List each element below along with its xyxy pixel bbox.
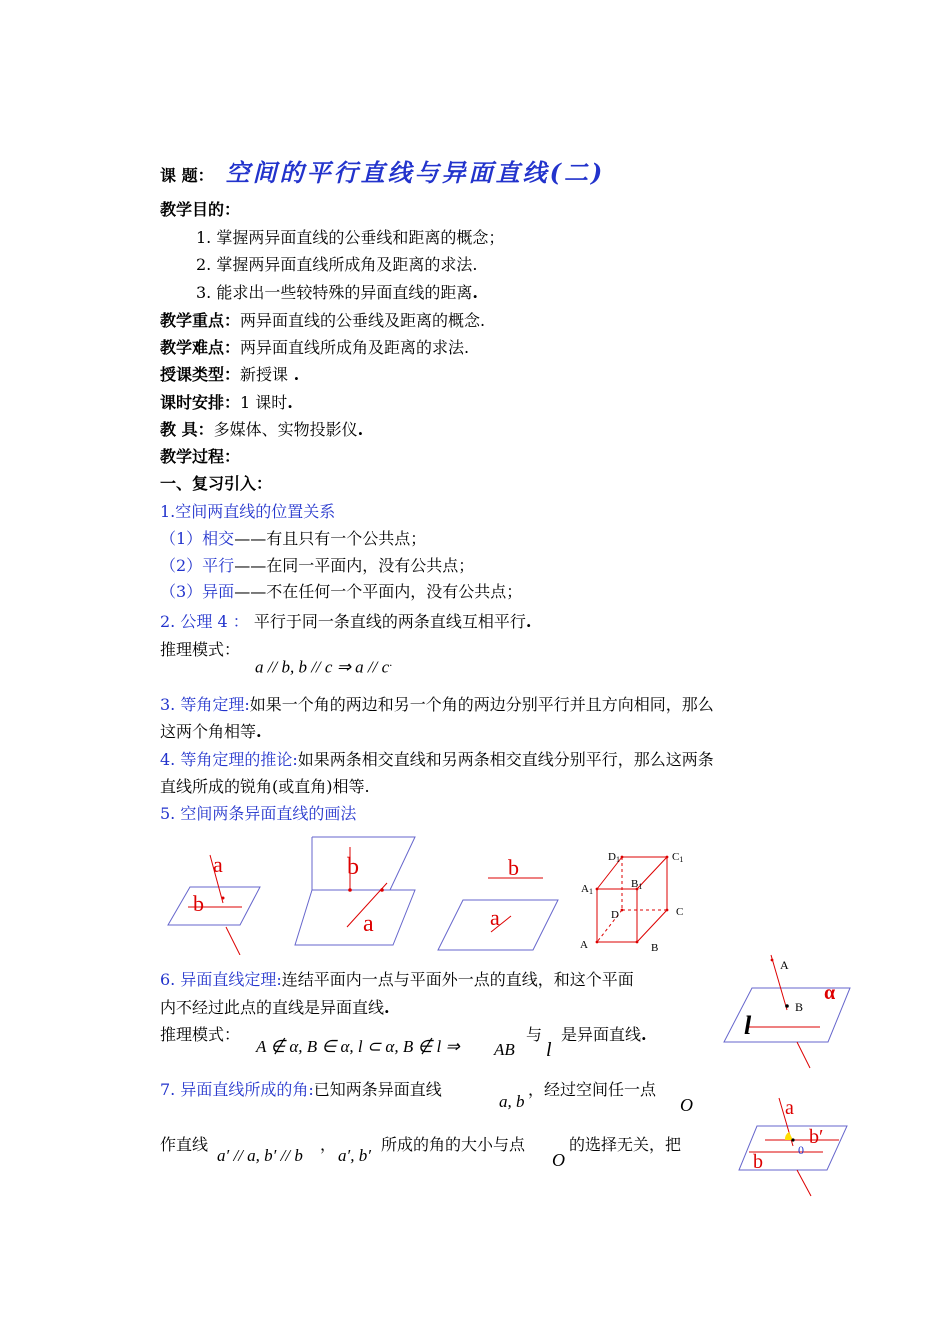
label-b: b — [753, 1151, 763, 1173]
skew-lines-figure-1 — [160, 845, 270, 955]
line-a-lower — [797, 1170, 811, 1196]
label-b: b — [347, 854, 359, 880]
type-text: 新授课 — [240, 365, 289, 384]
objective-item: 2. 掌握两异面直线所成角及距离的求法. — [196, 255, 478, 274]
tools-text: 多媒体、实物投影仪 — [213, 420, 358, 439]
label-C: C — [676, 906, 684, 918]
label-A: A — [580, 939, 588, 951]
section1-heading: 一、复习引入： — [160, 474, 273, 493]
label-A1: A1 — [581, 883, 593, 896]
objectives-heading: 教学目的： — [160, 200, 241, 219]
label-b-prime: b′ — [809, 1126, 824, 1148]
point-A — [771, 959, 774, 962]
relation-row: （3）异面——不在任何一个平面内，没有公共点； — [160, 582, 523, 601]
objective-item: 1. 掌握两异面直线的公垂线和距离的概念； — [196, 228, 505, 247]
angle-marker — [785, 1132, 793, 1140]
relation-row: （2）平行——在同一平面内，没有公共点； — [160, 556, 475, 575]
point-o — [791, 1138, 794, 1141]
label-b: b — [508, 855, 519, 880]
thm3-row2: 这两个角相等. — [160, 722, 262, 741]
label-A: A — [780, 958, 789, 972]
title-label: 课 题： — [160, 166, 214, 185]
label-B1: B1 — [631, 878, 643, 891]
thm6-reasoning-label: 推理模式： — [160, 1025, 241, 1044]
thm3-row: 3. 等角定理:如果一个角的两边和另一个角的两边分别平行并且方向相同，那么 — [160, 695, 714, 714]
thm6-row: 6. 异面直线定理:连结平面内一点与平面外一点的直线，和这个平面 — [160, 970, 634, 989]
thm6-row2: 内不经过此点的直线是异面直线. — [160, 998, 390, 1017]
thm6-formula: A ∉ α, B ∈ α, l ⊂ α, B ∉ l ⇒ — [256, 1037, 460, 1056]
item7-row2-label: 作直线 — [160, 1135, 209, 1154]
thm6-l: l — [546, 1039, 552, 1061]
item7-row1b: ，经过空间任一点 — [528, 1080, 657, 1099]
difficulty-text: 两异面直线所成角及距离的求法. — [240, 338, 470, 357]
skew-lines-figure-3 — [433, 850, 563, 955]
skew-theorem-figure — [720, 950, 855, 1075]
item7-formula: a′ // a, b′ // b — [217, 1146, 303, 1165]
tools-row: 教 具：多媒体、实物投影仪. — [160, 420, 364, 439]
label-D1: D1 — [608, 851, 620, 864]
item7-comma: ， — [320, 1135, 337, 1154]
tools-label: 教 具： — [160, 420, 214, 439]
label-a: a — [363, 911, 374, 937]
relation-row: （1）相交——有且只有一个公共点； — [160, 529, 427, 548]
focus-text: 两异面直线的公垂线及距离的概念. — [240, 311, 486, 330]
point-a — [380, 888, 384, 892]
label-B: B — [795, 1000, 804, 1014]
difficulty-label: 教学难点： — [160, 338, 241, 357]
label-o: 0 — [798, 1143, 804, 1157]
item5-title: 5. 空间两条异面直线的画法 — [160, 804, 357, 823]
label-C1: C1 — [672, 851, 684, 864]
intersection-point — [222, 897, 225, 900]
hours-text: 1 课时 — [240, 393, 288, 412]
thm4-row2: 直线所成的锐角(或直角)相等. — [160, 777, 370, 796]
label-D: D — [611, 909, 619, 921]
focus-label: 教学重点： — [160, 311, 241, 330]
item7-apbp: a′, b′ — [338, 1146, 371, 1165]
plane-shape — [168, 887, 260, 925]
hours-row: 课时安排：1 课时. — [160, 393, 293, 412]
point-B — [785, 1004, 789, 1008]
line-a-lower — [226, 927, 240, 955]
thm6-AB: AB — [494, 1040, 515, 1059]
thm6-tail: 是异面直线. — [561, 1025, 647, 1044]
line-AB-below — [797, 1042, 810, 1068]
angle-figure — [735, 1090, 855, 1200]
lesson-title: 空间的平行直线与异面直线(二) — [225, 158, 606, 187]
label-a: a — [490, 905, 500, 930]
item7-row1: 7. 异面直线所成的角:已知两条异面直线 — [160, 1080, 442, 1099]
label-a: a — [213, 852, 223, 877]
point-b — [348, 888, 352, 892]
label-b: b — [193, 891, 204, 916]
label-l: l — [744, 1011, 752, 1040]
type-row: 授课类型：新授课 . — [160, 365, 300, 384]
item1-title: 1.空间两直线的位置关系 — [160, 502, 336, 521]
item7-ab: a, b — [499, 1092, 525, 1111]
axiom-formula: a // b, b // c ⇒ a // c. — [255, 655, 393, 677]
item7-row2-mid: 所成的角的大小与点 — [381, 1135, 526, 1154]
vertical-plane — [312, 837, 415, 890]
lesson-title-row — [160, 160, 605, 189]
cube-figure — [575, 845, 695, 957]
objective-item: 3. 能求出一些较特殊的异面直线的距离. — [196, 283, 478, 302]
focus-row — [160, 310, 485, 332]
item7-O2: O — [552, 1150, 565, 1170]
hours-label: 课时安排： — [160, 393, 241, 412]
axiom-row: 2. 公理 4 ： 平行于同一条直线的两条直线互相平行. — [160, 612, 532, 631]
label-a: a — [785, 1097, 794, 1119]
thm4-row: 4. 等角定理的推论:如果两条相交直线和另两条相交直线分别平行，那么这两条 — [160, 750, 714, 769]
skew-lines-figure-2 — [290, 835, 420, 955]
item7-O: O — [680, 1095, 693, 1115]
process-heading: 教学过程： — [160, 447, 241, 466]
difficulty-row — [160, 337, 469, 359]
axiom-reasoning-label: 推理模式： — [160, 640, 241, 659]
thm6-yu: 与 — [526, 1025, 543, 1044]
label-B: B — [651, 942, 659, 954]
type-label: 授课类型： — [160, 365, 241, 384]
item7-row2-tail: 的选择无关，把 — [569, 1135, 682, 1154]
label-alpha: α — [824, 982, 836, 1004]
